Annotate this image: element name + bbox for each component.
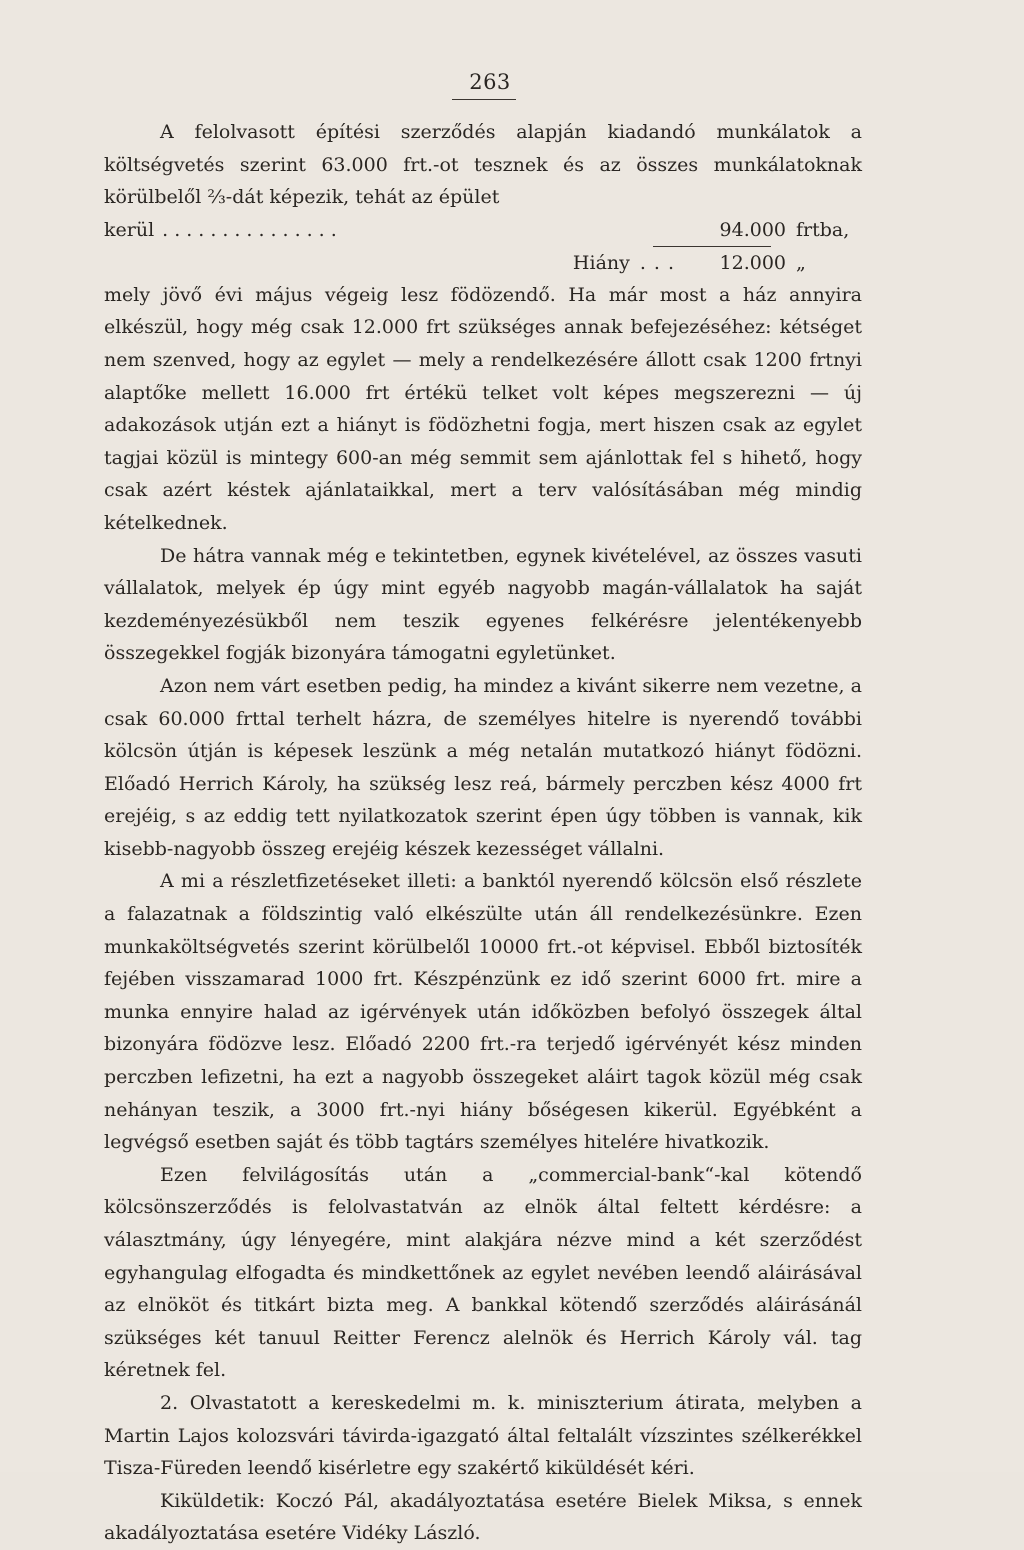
paragraph-2: De hátra vannak még e tekintetben, egynek kivételével, az összes vasuti vállalatok, melyek ép úgy mint egyéb nagyobb magán-vállalatok ha saját kezdeményezésükből nem teszik egyenes felkérésre jelentékenyebb összegekkel fogják bizonyára támogatni egyletünket. — [104, 544, 862, 665]
calc-row-deficit — [104, 247, 862, 279]
paragraph-4: A mi a részletfizetéseket illeti: a banktól nyerendő kölcsön első részlete a falazatnak a földszintig való elkészülte után áll rendelkezésünkre. Ezen munkaköltségvetés szerint körülbelől 10000 frt.-ot képvisel. Ebből biztosíték fejében visszamarad 1000 frt. Készpénzünk ez idő szerint 6000 frt. mire a munka ennyire halad az igérvények után időközben befolyó összegek által bizonyára födözve lesz. Előadó 2200 frt.-ra terjedő igérvényét kész minden perczben lefizetni, ha ezt a nagyobb összegeket aláirt tagok közül még csak nehányan teszik, a 3000 frt.-nyi hiány bőségesen kikerül. Egyébként a legvégső esetben saját és több tagtárs személyes hitelére hivatkozik. — [104, 870, 862, 1154]
page-number-rule — [452, 99, 516, 100]
paragraph-5: Ezen felvilágosítás után a „commercial-bank“-kal kötendő kölcsönszerződés is felolvastatván az elnök által feltett kérdésre: a választmány, úgy lényegére, mint alakjára nézve mind a két szerződést egyhangulag elfogadta és mindkettőnek az egylet nevében leendő aláirásával az elnököt és titkárt bizta meg. A bankkal kötendő szerződés aláirásánál szükséges két tanuul Reitter Ferencz alelnök és Herrich Károly vál. tag kéretnek fel. — [104, 1163, 862, 1382]
page-number: 263 — [469, 70, 511, 94]
paragraph-3: Azon nem várt esetben pedig, ha mindez a kivánt sikerre nem vezetne, a csak 60.000 frttal terhelt házra, de személyes hitelre is nyerendő további kölcsön útján is képesek leszünk a még netalán mutatkozó hiányt födözni. Előadó Herrich Károly, ha szükség lesz reá, bármely perczben kész 4000 frt erejéig, s az eddig tett nyilatkozatok szerint épen úgy többen is vannak, kik kisebb-nagyobb összeg erejéig készek kezességet vállalni. — [104, 674, 862, 860]
paragraph-7: Kiküldetik: Koczó Pál, akadályoztatása esetére Bielek Miksa, s ennek akadályoztatása esetére Vidéky László. — [104, 1489, 862, 1545]
calc-total-amount: 94.000 — [719, 218, 786, 241]
body-text — [104, 116, 862, 1550]
calc-deficit-label: Hiány — [572, 251, 630, 274]
calc-row-total — [104, 214, 862, 246]
calc-deficit-amount: 12.000 — [719, 251, 786, 274]
paragraph-6: 2. Olvastatott a kereskedelmi m. k. miniszterium átirata, melyben a Martin Lajos kolozsvári távirda-igazgató által feltalált vízszintes szélkerékkel Tisza-Füreden leendő kisérletre egy szakértő kiküldését kéri. — [104, 1391, 862, 1480]
calc-deficit-leader: ... — [639, 251, 682, 274]
paragraph-1: mely jövő évi május végeig lesz födözendő. Ha már most a ház annyira elkészül, hogy még csak 12.000 frt szükséges annak befejezéséhez: kétséget nem szenved, hogy az egylet — mely a rendelkezésére állott csak 1200 frtnyi alaptőke mellett 16.000 frt értékü telket volt képes megszerezni — új adakozások utján ezt a hiányt is födözhetni fogja, mert hiszen csak az egylet tagjai közül is mintegy 600-an még semmit sem ajánlottak fel s hihető, hogy csak azért késtek ajánlataikkal, mert a terv valósításában még mindig kételkednek. — [104, 283, 862, 534]
paragraph-opening: A felolvasott építési szerződés alapján kiadandó munkálatok a költségvetés szerint 63.000 frt.-ot tesznek és az összes munkálatoknak körülbelől ⅔-dát képezik, tehát az épület — [104, 121, 862, 209]
calc-total-label: kerül — [104, 218, 155, 241]
cost-calculation — [104, 214, 862, 279]
calc-total-leader: ............... — [162, 218, 343, 241]
calc-deficit-unit: „ — [796, 251, 806, 274]
calc-total-unit: frtba, — [796, 218, 850, 241]
